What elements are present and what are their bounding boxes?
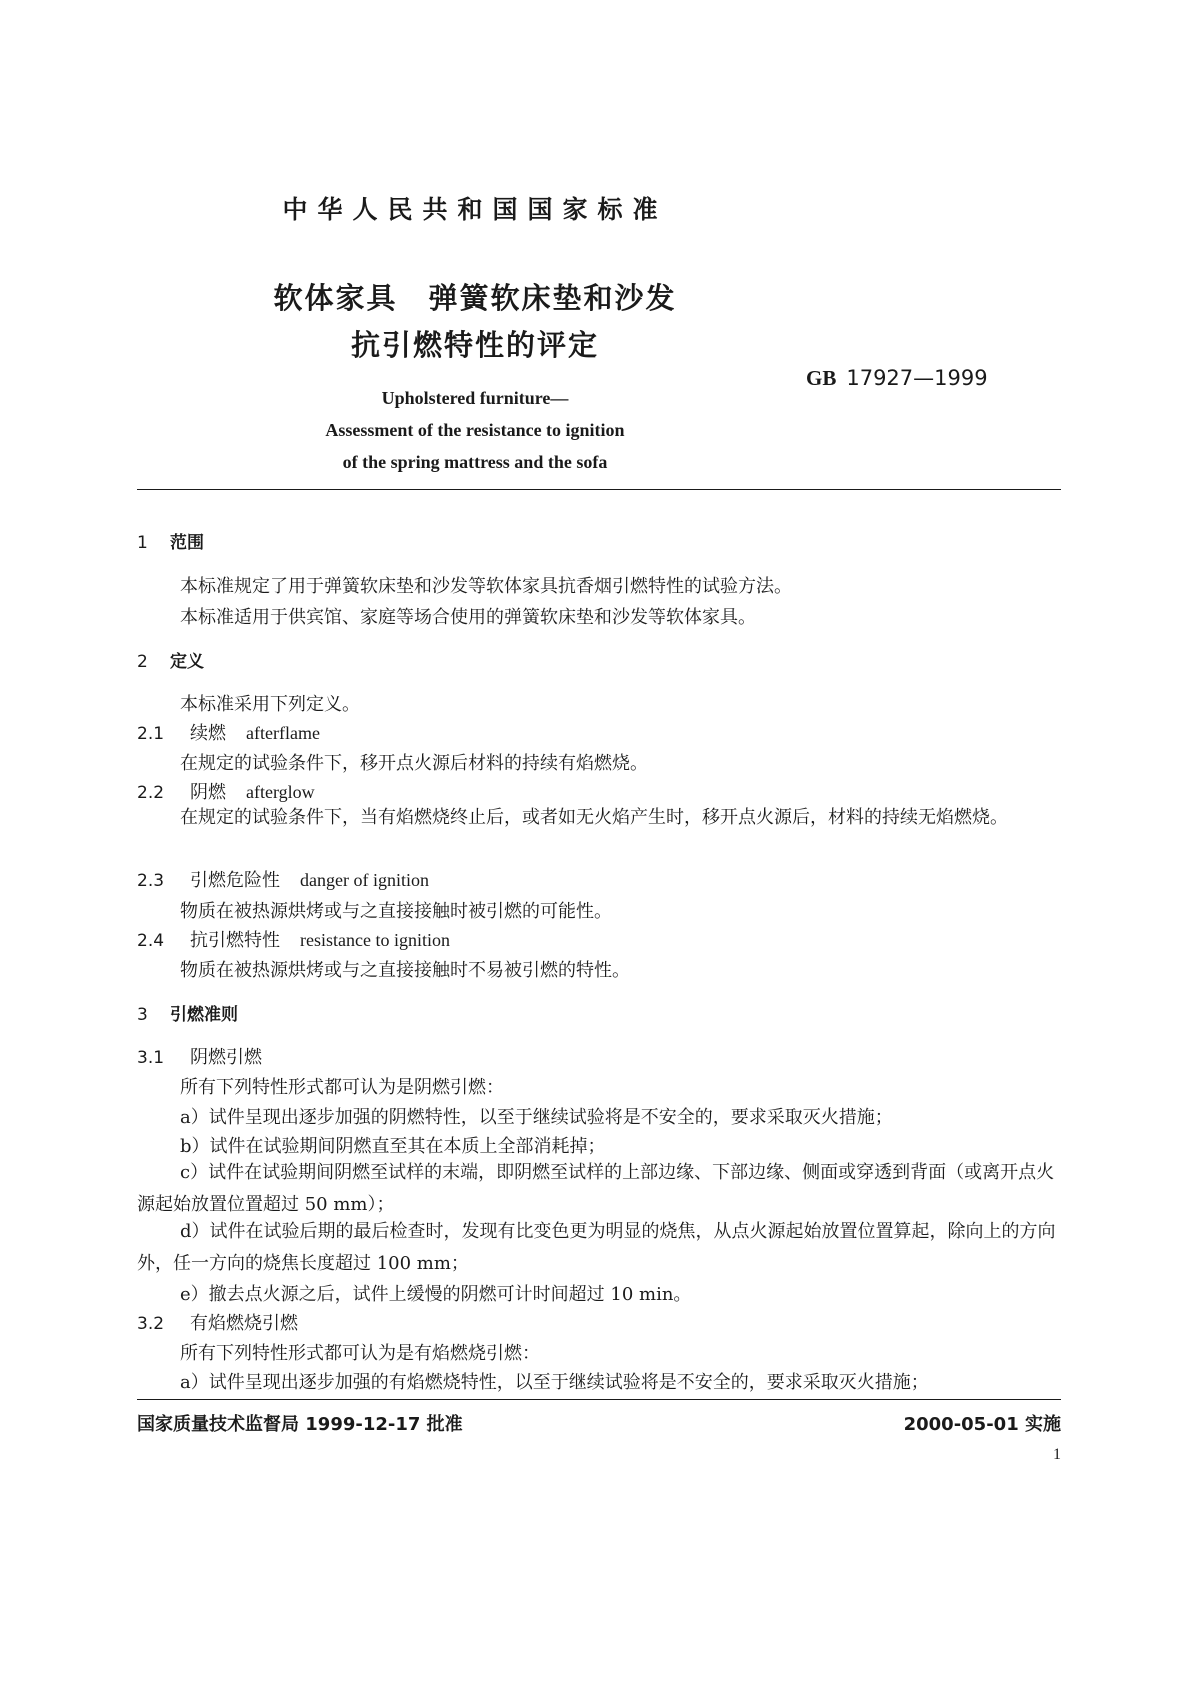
section-1-heading: 1 范围 bbox=[137, 533, 204, 553]
national-standard-heading: 中华人民共和国国家标准 bbox=[282, 195, 668, 224]
section-1-paragraph-1: 本标准规定了用于弹簧软床垫和沙发等软体家具抗香烟引燃特性的试验方法。 bbox=[180, 576, 792, 597]
definition-2-2-text: 在规定的试验条件下，当有焰燃烧终止后，或者如无火焰产生时，移开点火源后，材料的持续无焰燃烧。 bbox=[180, 807, 1008, 828]
section-2-intro: 本标准采用下列定义。 bbox=[180, 694, 360, 715]
clause-3-1-item-a: a）试件呈现出逐步加强的阴燃特性，以至于继续试验将是不安全的，要求采取灭火措施； bbox=[180, 1107, 893, 1128]
section-1-paragraph-2: 本标准适用于供宾馆、家庭等场合使用的弹簧软床垫和沙发等软体家具。 bbox=[180, 607, 756, 628]
footer-divider bbox=[137, 1399, 1061, 1400]
section-2-heading: 2 定义 bbox=[137, 652, 204, 672]
clause-3-1-item-e: e）撤去点火源之后，试件上缓慢的阴燃可计时间超过 10 min。 bbox=[180, 1284, 692, 1305]
standard-code: 17927—1999 bbox=[846, 366, 988, 390]
definition-2-3-text: 物质在被热源烘烤或与之直接接触时被引燃的可能性。 bbox=[180, 901, 612, 922]
definition-2-2-heading: 2.2 阴燃 afterglow bbox=[137, 782, 315, 803]
clause-3-1-item-d: d）试件在试验后期的最后检查时，发现有比变色更为明显的烧焦，从点火源起始放置位置算起，除向上的方向外，任一方向的烧焦长度超过 100 mm； bbox=[137, 1221, 1056, 1274]
english-title-line-3: of the spring mattress and the sofa bbox=[342, 452, 608, 472]
definition-2-4-heading: 2.4 抗引燃特性 resistance to ignition bbox=[137, 930, 450, 951]
clause-3-1-item-c: c）试件在试验期间阴燃至试样的末端，即阴燃至试样的上部边缘、下部边缘、侧面或穿透到背面（或离开点火源起始放置位置超过 50 mm）； bbox=[137, 1162, 1055, 1215]
document-title-line-1: 软体家具 弹簧软床垫和沙发 bbox=[273, 281, 677, 315]
section-3-heading: 3 引燃准则 bbox=[137, 1005, 238, 1025]
clause-3-1-intro: 所有下列特性形式都可认为是阴燃引燃： bbox=[180, 1077, 504, 1098]
definition-2-4-text: 物质在被热源烘烤或与之直接接触时不易被引燃的特性。 bbox=[180, 960, 630, 981]
header-divider bbox=[137, 489, 1061, 490]
definition-2-3-heading: 2.3 引燃危险性 danger of ignition bbox=[137, 870, 429, 891]
clause-3-2-intro: 所有下列特性形式都可认为是有焰燃烧引燃： bbox=[180, 1343, 540, 1364]
definition-2-1-heading: 2.1 续燃 afterflame bbox=[137, 723, 320, 744]
standard-prefix: GB bbox=[806, 366, 837, 390]
english-title-line-1: Upholstered furniture— bbox=[381, 388, 569, 408]
english-title-line-2: Assessment of the resistance to ignition bbox=[325, 420, 625, 440]
clause-3-1-heading: 3.1 阴燃引燃 bbox=[137, 1047, 262, 1068]
clause-3-2-heading: 3.2 有焰燃烧引燃 bbox=[137, 1313, 298, 1334]
clause-3-2-item-a: a）试件呈现出逐步加强的有焰燃烧特性，以至于继续试验将是不安全的，要求采取灭火措施； bbox=[180, 1372, 929, 1393]
clause-3-1-item-b: b）试件在试验期间阴燃直至其在本质上全部消耗掉； bbox=[180, 1136, 606, 1157]
definition-2-1-text: 在规定的试验条件下，移开点火源后材料的持续有焰燃烧。 bbox=[180, 753, 648, 774]
issue-statement: 国家质量技术监督局 1999-12-17 批准 bbox=[137, 1414, 463, 1435]
page-number: 1 bbox=[1053, 1446, 1061, 1463]
document-title-line-2: 抗引燃特性的评定 bbox=[350, 328, 599, 362]
effective-date: 2000-05-01 实施 bbox=[903, 1414, 1061, 1435]
